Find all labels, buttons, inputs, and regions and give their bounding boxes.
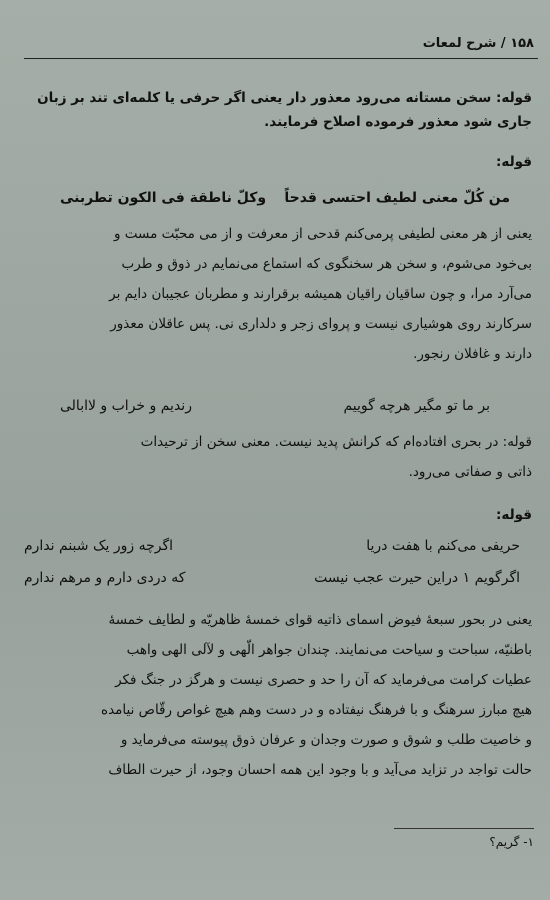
text-line: عطیات کرامت می‌فرماید که آن را حد و حصری نیست و هرگز در جنگ فکر: [115, 672, 532, 688]
paragraph-2: [24, 222, 532, 382]
qowleh-label-1: [24, 150, 532, 180]
text-line: یعنی در بحور سبعهٔ فیوض اسمای ذاتیه قوای خمسهٔ ظاهریّه و لطایف خمسهٔ: [108, 612, 532, 628]
footnote-rule: [394, 828, 534, 829]
text-line: و خاصیت طلب و شوق و صورت وجدان و عرفان ذوق پیوسته می‌فرماید و: [120, 732, 532, 748]
verse-4-hemistich-b: که دردی دارم و مرهم ندارم: [24, 570, 186, 586]
verse-1-hemistich-b: وکلّ ناطقة فی الکون تطربنی: [60, 190, 267, 206]
text-line: جاری شود معذور فرموده اصلاح فرمایند.: [264, 114, 532, 130]
text-line: یعنی از هر معنی لطیفی پرمی‌کنم قدحی از معرفت و از می محبّت مست و: [113, 226, 532, 242]
text-line: قوله:: [496, 507, 532, 523]
running-header: ۱۵۸ / شرح لمعات: [422, 36, 534, 51]
paragraph-1: [24, 80, 532, 140]
verse-2-hemistich-b: رندیم و خراب و لاابالی: [60, 398, 192, 414]
text-line: دارند و غافلان رنجور.: [413, 346, 532, 362]
text-line: می‌آرد مرا، و چون ساقیان راقیان همیشه برقرارند و مطربان عجیبان دایم بر: [109, 286, 532, 302]
header-rule: [24, 58, 538, 59]
text-line: ذاتی و صفاتی می‌رود.: [408, 464, 532, 480]
text-line: قوله:: [496, 154, 532, 170]
text-line: قوله: در بحری افتاده‌ام که کرانش پدید نیست. معنی سخن از ترحیدات: [140, 434, 532, 450]
verse-2-hemistich-a: بر ما تو مگیر هرچه گوییم: [343, 398, 490, 414]
verse-3-hemistich-b: اگرچه زور یک شبنم ندارم: [24, 538, 174, 554]
text-line: حالت تواجد در تزاید می‌آید و با وجود این همه احسان وجود، از حیرت الطاف: [108, 762, 532, 778]
paragraph-3: [24, 430, 532, 490]
verse-1-hemistich-a: من کُلّ معنی لطیف احتسی قدحاً: [284, 190, 510, 206]
verse-3-hemistich-a: حریفی می‌کنم با هفت دریا: [366, 538, 520, 554]
paragraph-4: [24, 602, 532, 797]
footnote: ۱- گریم؟: [489, 835, 534, 849]
text-line: هیچ مبارز سرهنگ و با فرهنگ نیفتاده و در دست وهم هیچ غواص رقّاص نیامده: [101, 702, 532, 718]
text-line: بی‌خود می‌شوم، و سخن هر سخنگوی که استماع می‌نمایم در ذوق و طرب: [121, 256, 532, 272]
qowleh-label-2: [24, 503, 532, 533]
text-line: باطنیّه، سباحت و سیاحت می‌نمایند. چندان جواهر الّهی و لآلی الهی واهب: [126, 642, 532, 658]
verse-4-hemistich-a: اگرگویم ۱ دراین حیرت عجب نیست: [314, 570, 520, 586]
text-line: سرکارند روی هوشیاری نیست و پروای زجر و دلداری نی. پس عاقلان معذور: [110, 316, 532, 332]
text-line: قوله: سخن مستانه می‌رود معذور دار یعنی اگر حرفی یا کلمه‌ای تند بر زبان: [37, 90, 532, 106]
